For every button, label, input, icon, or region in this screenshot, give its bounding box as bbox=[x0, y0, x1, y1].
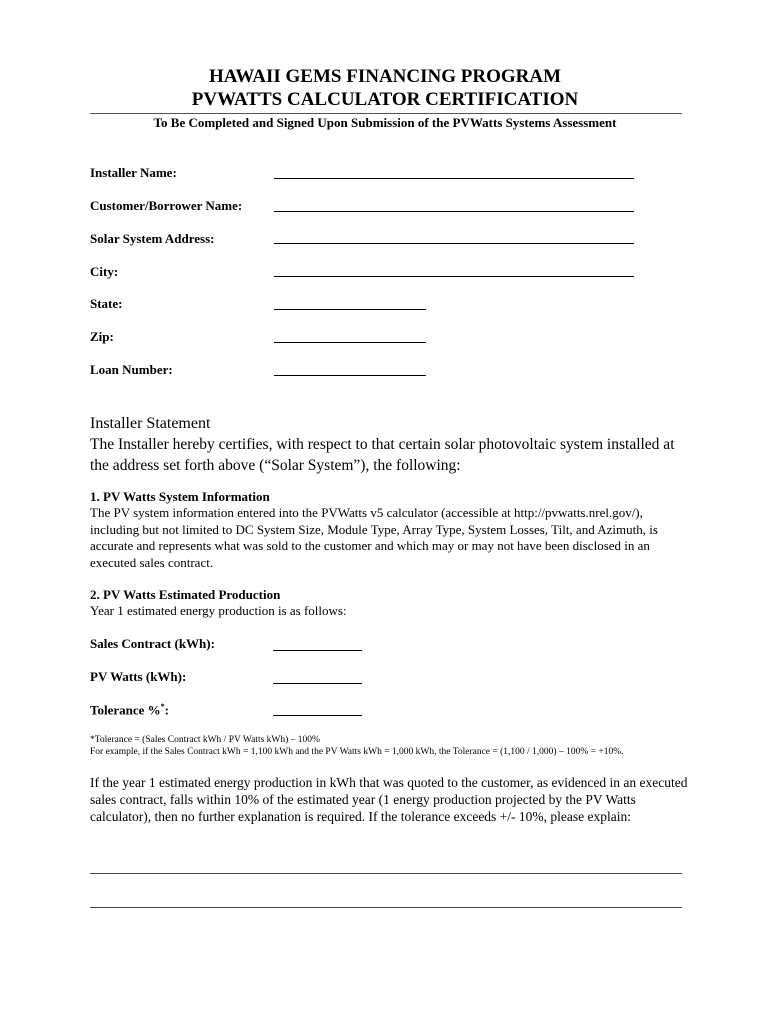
tolerance-field[interactable] bbox=[273, 715, 362, 716]
document-title-line2: PVWATTS CALCULATOR CERTIFICATION bbox=[191, 89, 579, 110]
document-subtitle: To Be Completed and Signed Upon Submission of the PVWatts Systems Assessment bbox=[153, 115, 617, 130]
explanation-line-2[interactable] bbox=[90, 907, 682, 908]
pv-watts-field[interactable] bbox=[273, 683, 362, 684]
header-divider bbox=[90, 113, 682, 114]
tolerance-asterisk: * bbox=[160, 702, 165, 711]
explanation-instructions: If the year 1 estimated energy production in kWh that was quoted to the customer, as evidenced in an executed sales contract, falls within 10% of the estimated year (1 energy production projected by the PV Watts calculator), then no further explanation is required. If the tolerance exceeds +/- 10%, please explain: bbox=[90, 775, 688, 824]
zip-field[interactable] bbox=[274, 342, 426, 343]
installer-statement-intro: The Installer hereby certifies, with respect to that certain solar photovoltaic system installed at the address set forth above (“Solar System”), the following: bbox=[90, 436, 675, 474]
section1-body: The PV system information entered into the PVWatts v5 calculator (accessible at http://pvwatts.nrel.gov/), including but not limited to DC System Size, Module Type, Array Type, System Losses, Tilt, and Azimuth, is accurate and represents what was sold to the customer and which may or may not have been disclosed in an executed sales contract. bbox=[90, 505, 658, 570]
section1-heading: 1. PV Watts System Information bbox=[90, 489, 270, 504]
installer-statement-heading: Installer Statement bbox=[90, 415, 211, 432]
state-field[interactable] bbox=[274, 309, 426, 310]
sales-contract-label: Sales Contract (kWh): bbox=[90, 636, 215, 651]
tolerance-label-text: Tolerance % bbox=[90, 702, 161, 718]
customer-name-label: Customer/Borrower Name: bbox=[90, 198, 243, 213]
pv-watts-label: PV Watts (kWh): bbox=[90, 669, 187, 684]
sales-contract-field[interactable] bbox=[273, 650, 362, 651]
solar-address-field[interactable] bbox=[274, 243, 634, 244]
section2-body: Year 1 estimated energy production is as follows: bbox=[90, 603, 347, 618]
installer-name-field[interactable] bbox=[274, 178, 634, 179]
tolerance-formula-note: *Tolerance = (Sales Contract kWh / PV Watts kWh) – 100% bbox=[90, 735, 320, 745]
solar-address-label: Solar System Address: bbox=[90, 231, 215, 246]
section2-heading: 2. PV Watts Estimated Production bbox=[90, 587, 281, 602]
city-label: City: bbox=[90, 264, 119, 279]
zip-label: Zip: bbox=[90, 329, 114, 344]
installer-name-label: Installer Name: bbox=[90, 165, 177, 180]
tolerance-example-note: For example, if the Sales Contract kWh = 1,100 kWh and the PV Watts kWh = 1,000 kWh, the Tolerance = (1,100 / 1,000) – 100% = +10%. bbox=[90, 747, 624, 757]
loan-number-label: Loan Number: bbox=[90, 362, 173, 377]
state-label: State: bbox=[90, 296, 123, 311]
city-field[interactable] bbox=[274, 276, 634, 277]
customer-name-field[interactable] bbox=[274, 211, 634, 212]
tolerance-label-colon: : bbox=[164, 702, 169, 718]
tolerance-label bbox=[90, 702, 169, 718]
explanation-line-1[interactable] bbox=[90, 873, 682, 874]
document-title-line1: HAWAII GEMS FINANCING PROGRAM bbox=[208, 66, 562, 87]
loan-number-field[interactable] bbox=[274, 375, 426, 376]
